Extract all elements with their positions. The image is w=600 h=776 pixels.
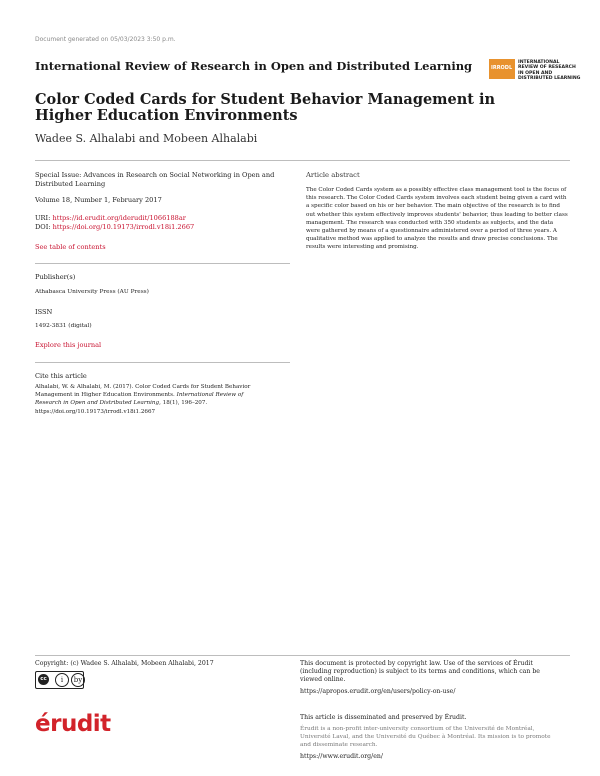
erudit-logo: érudit (35, 711, 111, 737)
citation-line (35, 399, 297, 407)
issn-heading: ISSN (35, 308, 53, 316)
volume-info: Volume 18, Number 1, February 2017 (35, 196, 162, 204)
citation (35, 383, 297, 416)
explore-journal-link[interactable]: Explore this journal (35, 341, 102, 349)
divider (35, 160, 570, 161)
doi-link[interactable]: https://doi.org/10.19173/irrodl.v18i1.2667 (52, 223, 195, 231)
citation-text: Management in Higher Education Environments. (35, 392, 177, 399)
logo-line: REVIEW OF RESEARCH (518, 65, 576, 71)
citation-line (35, 391, 297, 399)
abstract-text: The Color Coded Cards system as a possibly effective class management tool is the focus of this research. The Color Coded Cards system involves each student being given a card with a specific color based on his or her behavior. The main objective of the research is to find out whether this system effectively improves students' behavior, thus leading to better class management. The research was conducted with 350 students as subjects, and the data were gathered by means of a questionnaire administered over a period of three years. A qualitative method was applied to analyze the results and draw precise conclusions. The results were interesting and promising. (306, 187, 568, 251)
doi-label: DOI: (35, 223, 51, 231)
attribution-icon: i (55, 673, 69, 687)
cc-icon: cc (38, 674, 49, 685)
cite-heading: Cite this article (35, 372, 87, 380)
citation-line: Alhalabi, W. & Alhalabi, M. (2017). Color Coded Cards for Student Behavior (35, 384, 251, 390)
erudit-link[interactable]: https://www.erudit.org/en/ (300, 753, 383, 760)
uri-line (35, 214, 186, 223)
logo-line: INTERNATIONAL (518, 60, 560, 65)
citation-line: https://doi.org/10.19173/irrodl.v18i1.2667 (35, 408, 156, 415)
by-icon: by (71, 673, 85, 687)
doi-line (35, 223, 194, 232)
cc-license-badge[interactable] (35, 671, 84, 689)
policy-link[interactable]: https://apropos.erudit.org/en/users/policy-on-use/ (300, 688, 456, 695)
generation-note: Document generated on 05/03/2023 3:50 p.m. (35, 36, 176, 43)
copyright-notice: This document is protected by copyright law. Use of the services of Érudit (including reproduction) is subject to its terms and conditions, which can be viewed online. (300, 660, 540, 684)
issn-value: 1492-3831 (digital) (35, 323, 92, 329)
divider (35, 263, 290, 264)
consortium-text: Érudit is a non-profit inter-university consortium of the Université de Montréal, Université Laval, and the Université du Québec à Montréal. Its mission is to promote and disseminate research. (300, 726, 551, 748)
table-of-contents-link[interactable]: See table of contents (35, 243, 106, 251)
uri-label: URI: (35, 214, 51, 222)
journal-logo-mark-text: IRRODL (491, 65, 513, 71)
journal-logo-text (518, 60, 580, 82)
journal-title: International Review of Research in Open and Distributed Learning (35, 59, 473, 73)
citation-text: , 18(1), 196–207. (159, 400, 208, 407)
logo-line: DISTRIBUTED LEARNING (518, 76, 581, 82)
publisher-name: Athabasca University Press (AU Press) (35, 289, 149, 295)
copyright-text: Copyright: (c) Wadee S. Alhalabi, Mobeen Alhalabi, 2017 (35, 660, 214, 667)
article-authors: Wadee S. Alhalabi and Mobeen Alhalabi (35, 132, 258, 145)
article-title: Color Coded Cards for Student Behavior Management in Higher Education Environments (35, 91, 496, 124)
disseminated-text: This article is disseminated and preserved by Érudit. (300, 714, 467, 721)
citation-journal: Research in Open and Distributed Learning (35, 400, 160, 407)
publisher-heading: Publisher(s) (35, 273, 76, 281)
journal-logo-mark (489, 59, 515, 79)
logo-line: IN OPEN AND (518, 70, 553, 76)
divider (35, 362, 290, 363)
uri-link[interactable]: https://id.erudit.org/iderudit/1066188ar (52, 214, 186, 222)
special-issue: Special Issue: Advances in Research on Social Networking in Open and Distributed Learning (35, 171, 275, 188)
citation-journal: International Review of (176, 392, 244, 399)
abstract-heading: Article abstract (306, 171, 360, 179)
divider (35, 655, 570, 656)
